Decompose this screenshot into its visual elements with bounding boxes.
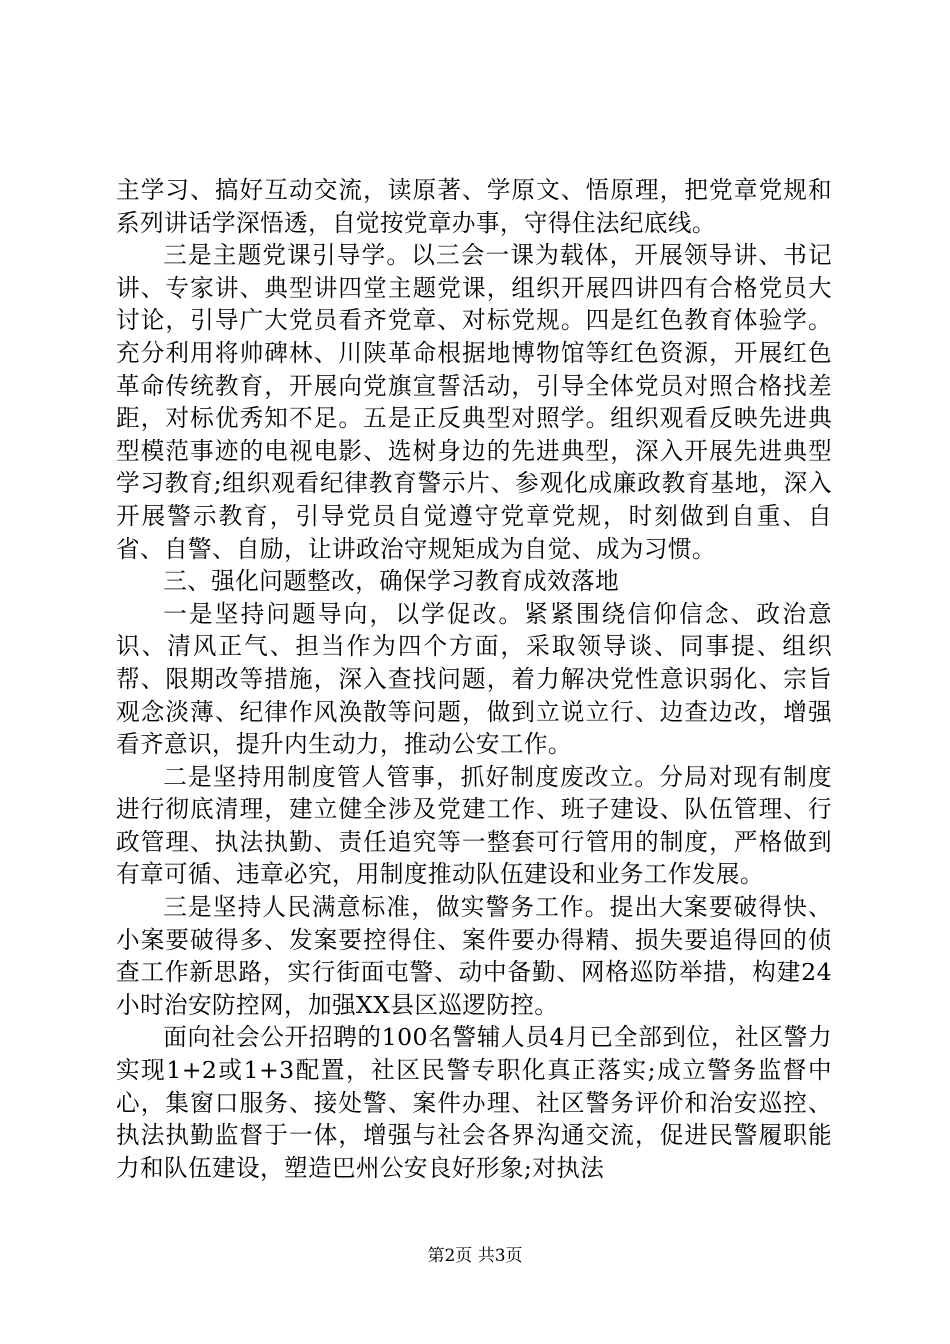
paragraph-6: 三是坚持人民满意标准，做实警务工作。提出大案要破得快、小案要破得多、发案要控得住、案件要办得精、损失要追得回的侦查工作新思路，实行街面屯警、动中备勤、网格巡防举措，构建24小时治安防控网，加强XX县区巡逻防控。 bbox=[116, 893, 832, 1019]
paragraph-2: 三是主题党课引导学。以三会一课为载体，开展领导讲、书记讲、专家讲、典型讲四堂主题党课，组织开展四讲四有合格党员大讨论，引导广大党员看齐党章、对标党规。四是红色教育体验学。充分利用将帅碑林、川陕革命根据地博物馆等红色资源，开展红色革命传统教育，开展向党旗宣誓活动，引导全体党员对照合格找差距，对标优秀知不足。五是正反典型对照学。组织观看反映先进典型模范事迹的电视电影、选树身边的先进典型，深入开展先进典型学习教育;组织观看纪律教育警示片、参观化成廉政教育基地，深入开展警示教育，引导党员自觉遵守党章党规，时刻做到自重、自省、自警、自励，让讲政治守规矩成为自觉、成为习惯。 bbox=[116, 241, 832, 563]
document-body bbox=[116, 174, 832, 1184]
paragraph-7: 面向社会公开招聘的100名警辅人员4月已全部到位，社区警力实现1+2或1+3配置，社区民警专职化真正落实;成立警务监督中心，集窗口服务、接处警、案件办理、社区警务评价和治安巡控、执法执勤监督于一体，增强与社会各界沟通交流，促进民警履职能力和队伍建设，塑造巴州公安良好形象;对执法 bbox=[116, 1023, 832, 1182]
page-number-footer: 第2页 共3页 bbox=[427, 1246, 523, 1266]
paragraph-1: 主学习、搞好互动交流，读原著、学原文、悟原理，把党章党规和系列讲话学深悟透，自觉按党章办事，守得住法纪底线。 bbox=[116, 176, 832, 237]
paragraph-4: 一是坚持问题导向，以学促改。紧紧围绕信仰信念、政治意识、清风正气、担当作为四个方面，采取领导谈、同事提、组织帮、限期改等措施，深入查找问题，着力解决党性意识弱化、宗旨观念淡薄、纪律作风涣散等问题，做到立说立行、边查边改，增强看齐意识，提升内生动力，推动公安工作。 bbox=[116, 599, 832, 759]
paragraph-5: 二是坚持用制度管人管事，抓好制度废改立。分局对现有制度进行彻底清理，建立健全涉及党建工作、班子建设、队伍管理、行政管理、执法执勤、责任追究等一整套可行管用的制度，严格做到有章可循、违章必究，用制度推动队伍建设和业务工作发展。 bbox=[116, 762, 832, 889]
section-heading: 三、强化问题整改，确保学习教育成效落地 bbox=[163, 567, 620, 596]
